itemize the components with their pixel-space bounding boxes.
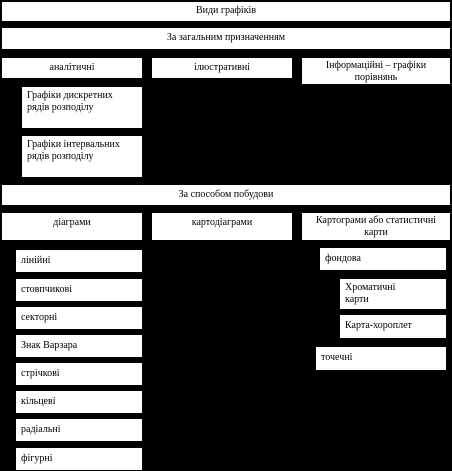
diagram-type-bar: стовпчикові: [16, 279, 142, 301]
category-analytic: аналітичні: [2, 58, 142, 78]
category-illustrative: ілюстративні: [152, 58, 292, 78]
cartogram-dot: точечні: [316, 347, 446, 370]
category-cartodiagrams: картодіаграми: [152, 213, 292, 240]
diagram-type-radial: радіальні: [16, 419, 142, 441]
section-header-purpose: За загальним призначенням: [2, 28, 450, 49]
cartogram-choropleth: Карта-хороплет: [340, 315, 446, 338]
diagram-type-strip: стрічкові: [16, 363, 142, 385]
category-diagrams: діаграми: [2, 213, 142, 240]
diagram-type-figure: фігурні: [16, 448, 142, 470]
category-informative: Інформаційні – графіки порівнянь: [302, 58, 450, 84]
cartogram-background: фондова: [320, 248, 446, 270]
analytic-item-discrete: Графіки дискретних рядів розподілу: [22, 87, 142, 128]
diagram-type-ring: кільцеві: [16, 391, 142, 413]
cartogram-chromatic: Хроматичні карти: [340, 279, 446, 309]
analytic-item-interval: Графіки інтервальних рядів розподілу: [22, 136, 142, 177]
diagram-type-sector: секторні: [16, 307, 142, 329]
category-cartograms: Картограми або статистичні карти: [302, 213, 450, 240]
diagram-type-varzar: Знак Варзара: [16, 335, 142, 357]
diagram-type-linear: лінійні: [16, 250, 142, 272]
diagram-title: Види графіків: [2, 2, 450, 21]
section-header-construction: За способом побудови: [2, 185, 450, 205]
